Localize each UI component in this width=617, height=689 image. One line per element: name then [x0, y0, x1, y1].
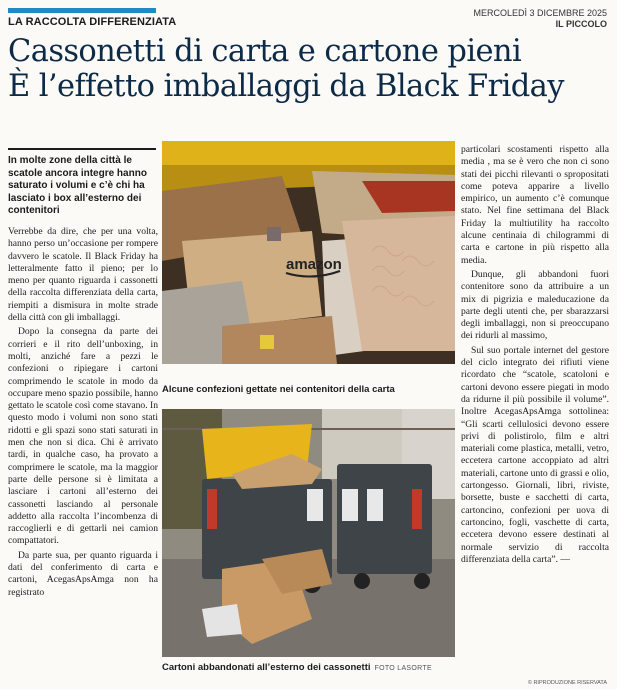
body-column-1	[8, 226, 158, 601]
caption-photo-2-text: Cartoni abbandonati all’esterno dei cassonetti	[162, 662, 371, 673]
paragraph: Verrebbe da dire, che per una volta, hanno perso un’occasione per rompere davvero le scatole. Il Black Friday ha letteralmente fatto il pieno; per lo meno per quanto riguarda i cassonetti della raccolta differenziata della carta, riempiti a dismisura in molte strade della città con gli imballaggi.	[8, 226, 158, 324]
headline-line-1: Cassonetti di carta e cartone pieni	[8, 34, 522, 69]
caption-photo-2	[162, 662, 432, 673]
subhead-rule	[8, 148, 156, 150]
paragraph: Dunque, gli abbandoni fuori contenitore sono da attribuire a un mix di pigrizia e maleducazione da parte degli utenti che, per sbarazzarsi degli imballaggi, non si preoccupano dei ridurli al massimo,	[461, 268, 609, 342]
caption-photo-1: Alcune confezioni gettate nei contenitori della carta	[162, 384, 395, 395]
subhead: In molte zone della città le scatole ancora integre hanno saturato i volumi e c’è chi ha lasciato i box all’esterno dei contenitori	[8, 155, 147, 216]
paragraph: Da parte sua, per quanto riguarda i dati del conferimento di carta e cartoni, AcegasApsAmga non ha registrato	[8, 549, 158, 598]
headline-line-2: È l’effetto imballaggi da Black Friday	[8, 69, 564, 104]
photo-boxes-in-bin-image	[162, 141, 455, 364]
section-accent-bar	[8, 8, 156, 13]
paper-name: IL PICCOLO	[555, 19, 607, 29]
body-column-3	[461, 144, 609, 568]
headline	[8, 34, 608, 104]
date: MERCOLEDÌ 3 DICEMBRE 2025	[473, 8, 607, 18]
photo-boxes-outside-bins-image	[162, 409, 455, 657]
paragraph: particolari scostamenti rispetto alla media , ma se è vero che non ci sono stati dei picchi rilevanti o spropositati come poteva apparire a livello empirico, un aumento c’è comunque stato. Nel fine settimana del Black Friday la multiutility ha raccolto alcune centinaia di chilogrammi di carta e cartone in più rispetto alla media.	[461, 144, 609, 266]
photo-boxes-outside-bins	[162, 409, 455, 657]
amazon-logo-text: amazon	[286, 256, 342, 273]
paragraph: Dopo la consegna da parte dei corrieri e il rito dell’unboxing, in molti, anziché fare a pezzi le confezioni o ripiegare i cartoni comprimendo le scatole in modo da occupare meno spazio possibile, hanno gettato le scatole così come stavano. In questo modo i volumi non sono stati ridotti e gli spazi sono stati saturati in men che non si dica. Chi è arrivato tardi, in qualche caso, ha provato a comprimere le scatole, ma la maggior parte delle persone si è limitata a lasciare i cartoni all’esterno dei cassonetti lasciando al personale addetto alla raccolta l’incombenza di raccoglierli e di gettarli nei camion compattatori.	[8, 326, 158, 547]
dateline	[473, 8, 607, 30]
section-label: LA RACCOLTA DIFFERENZIATA	[8, 16, 177, 28]
paragraph: Sul suo portale internet del gestore del ciclo integrato dei rifiuti viene ricordato che “scatole, scatoloni e cartoni devono essere piegati in modo da ridurne il più possibile il volume”. Inoltre AcegasApsAmga sottolinea: “Gli scarti cellulosici devono essere privi di polistirolo, film e altri materiali come plastica, metalli, vetro, eccetera cartone accoppiato ad altri materiali, cartone unto di grassi e olio, cartongesso. Giornali, libri, riviste, borsette, buste e sacchetti di carta, cartoncino, confezioni per uova di cartoncino, fogli, vaschette di carta, eccetera devono essere destinati al normale servizio di raccolta differenziata della carta”. —	[461, 344, 609, 565]
photo-boxes-in-bin	[162, 141, 455, 364]
copyright-notice: © RIPRODUZIONE RISERVATA	[527, 680, 607, 686]
photo-credit: FOTO LASORTE	[374, 665, 432, 672]
